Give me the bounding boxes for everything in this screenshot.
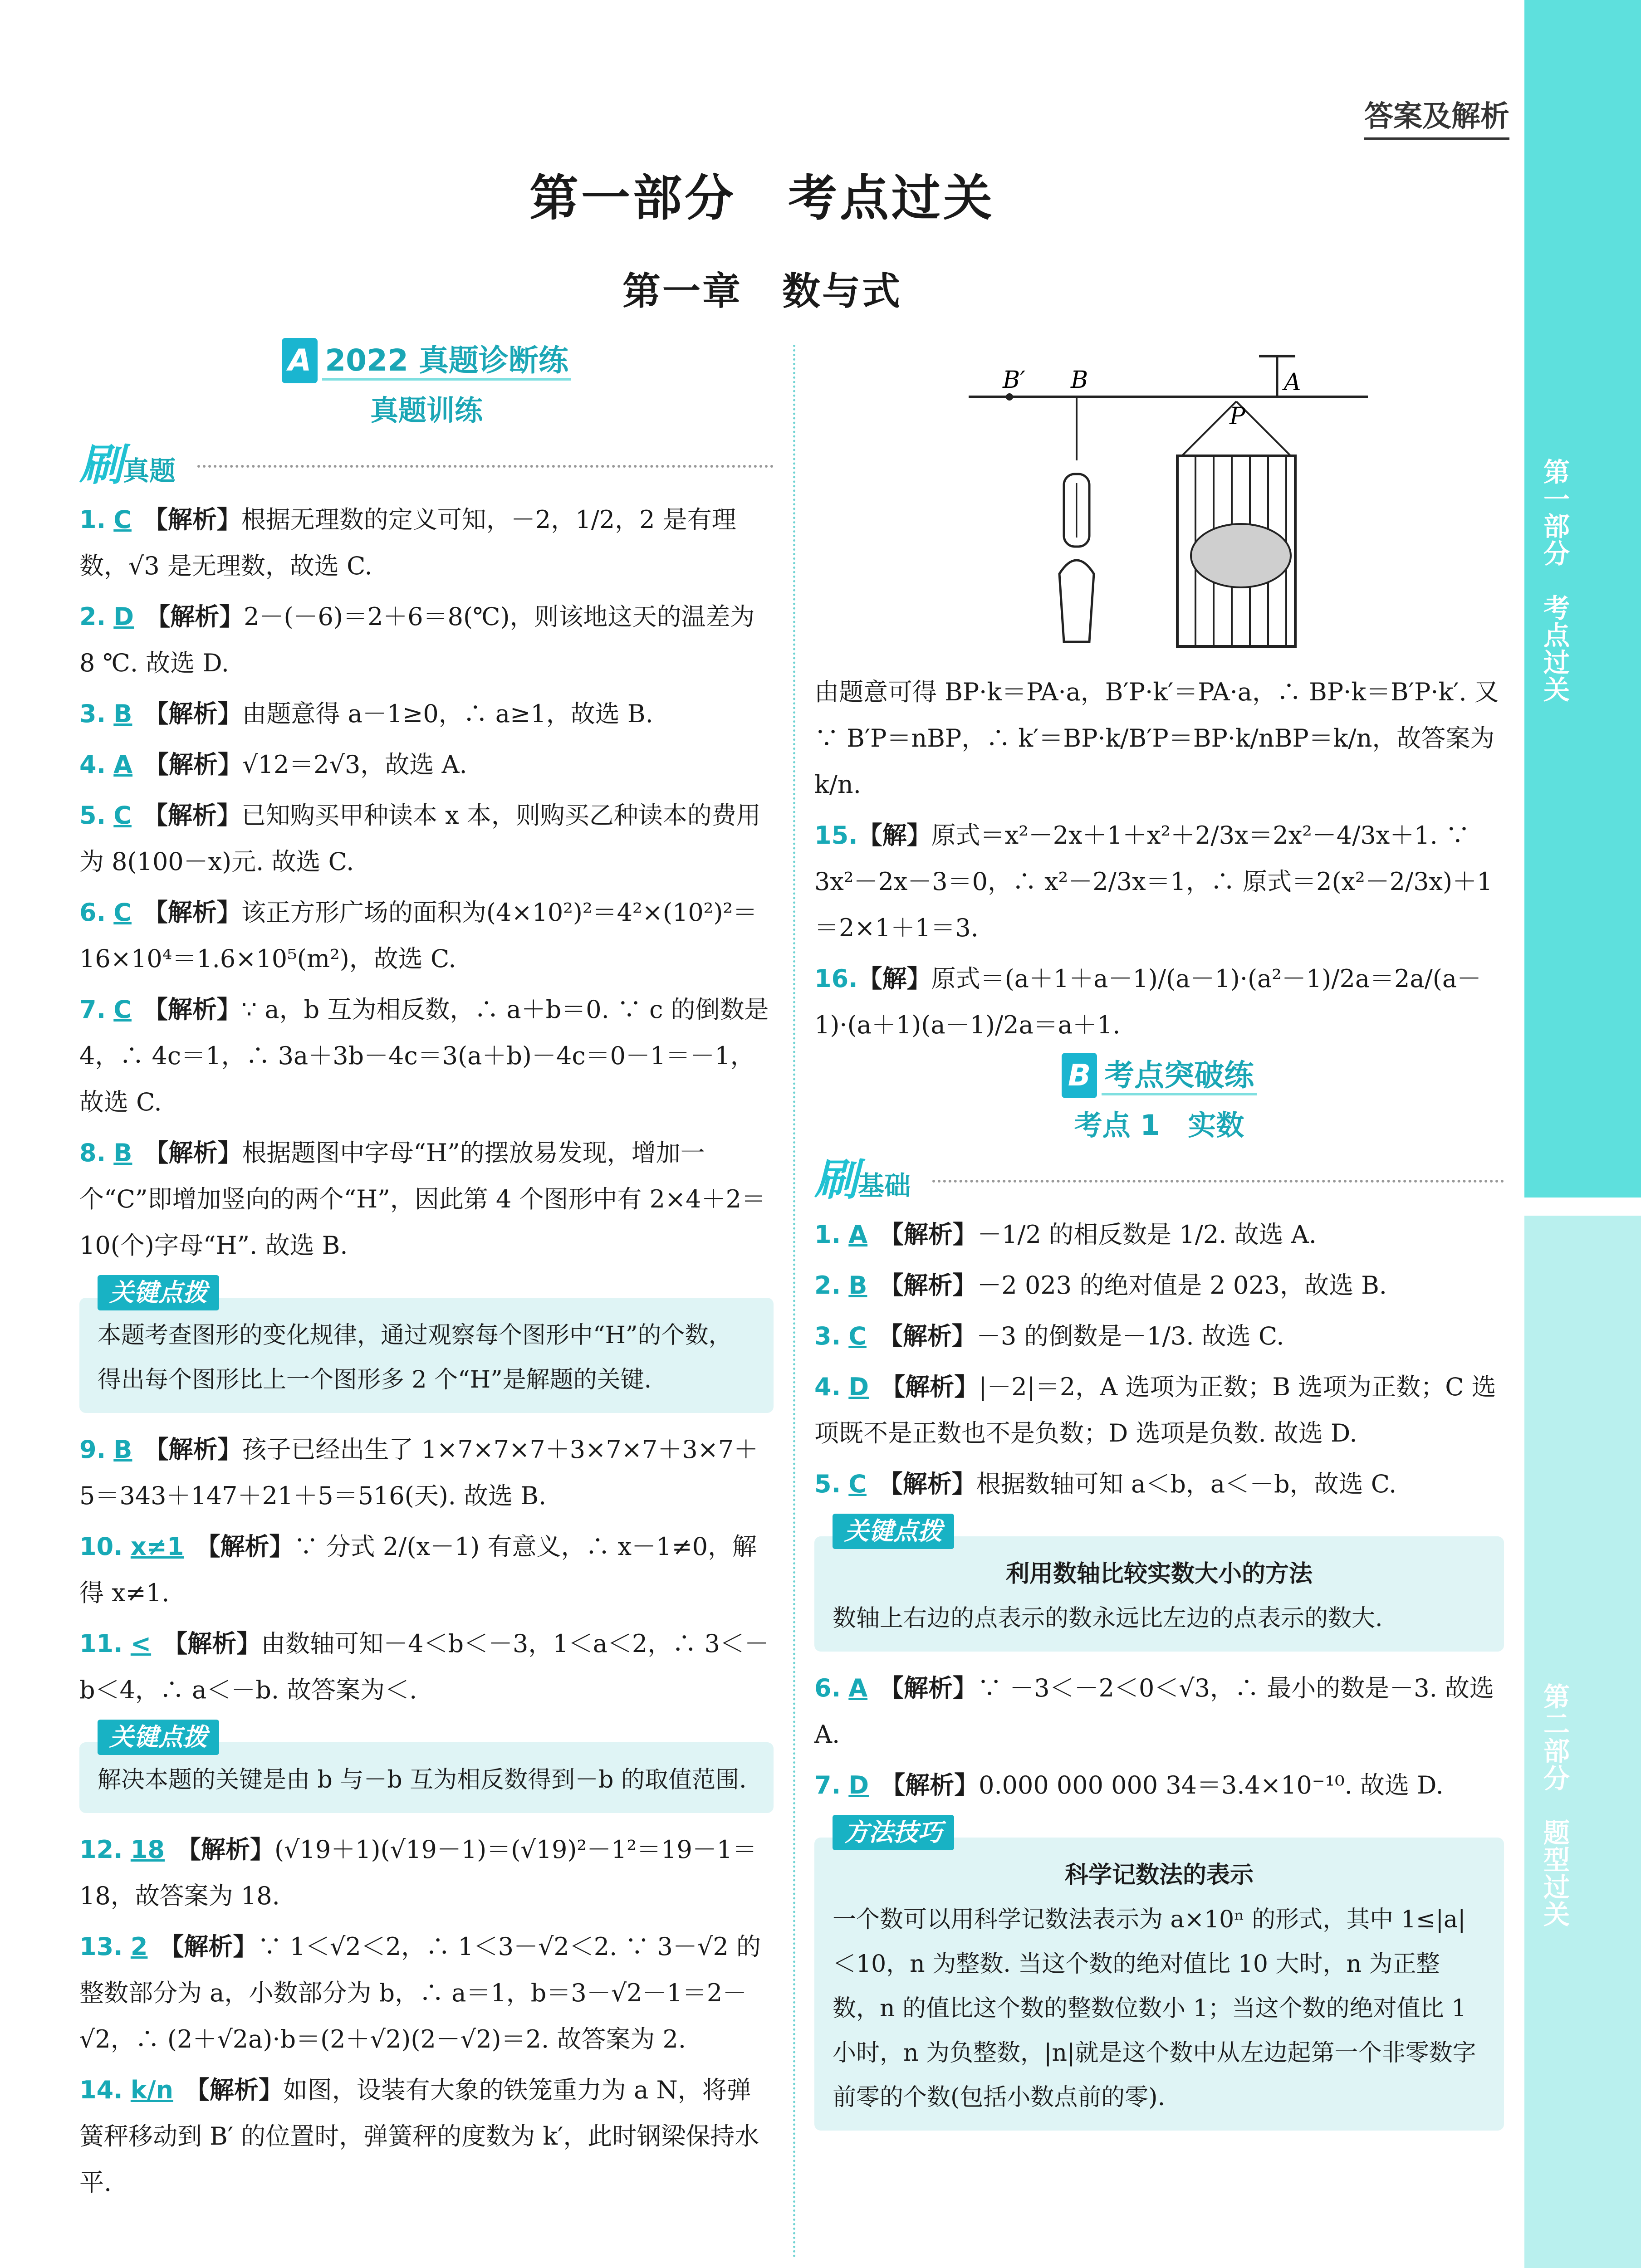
item-answer: 18 bbox=[130, 1835, 165, 1864]
answer-item bbox=[814, 812, 1504, 951]
item-text: 已知购买甲种读本 x 本，则购买乙种读本的费用为 8(100－x)元. 故选 C. bbox=[79, 801, 761, 876]
item-number: 11. bbox=[79, 1629, 123, 1658]
item-tag: 【解析】 bbox=[879, 1674, 978, 1702]
item-number: 4. bbox=[79, 750, 106, 779]
brush-label: 真题 bbox=[123, 455, 176, 486]
label-b-prime: B′ bbox=[1003, 367, 1026, 394]
answer-item bbox=[79, 1924, 774, 2063]
item-tag: 【解析】 bbox=[144, 1435, 242, 1464]
item-answer: C bbox=[113, 801, 132, 830]
item-answer: C bbox=[848, 1322, 867, 1350]
item-text: (√19＋1)(√19－1)＝(√19)²－1²＝19－1＝18，故答案为 18. bbox=[79, 1835, 757, 1910]
answer-item bbox=[79, 1427, 774, 1519]
item-text: 0.000 000 000 34＝3.4×10⁻¹⁰. 故选 D. bbox=[979, 1771, 1444, 1799]
item-tag: 【解析】 bbox=[144, 699, 242, 728]
item-text: －2 023 的绝对值是 2 023，故选 B. bbox=[977, 1271, 1387, 1300]
answer-item bbox=[79, 792, 774, 885]
item-number: 12. bbox=[79, 1835, 123, 1864]
continued-text: 由题意可得 BP·k＝PA·a，B′P·k′＝PA·a，∴ BP·k＝B′P·k′. 又∵ B′P＝nBP，∴ k′＝BP·k/B′P＝BP·k/nBP＝k/n，故答案为 k/n. bbox=[814, 678, 1499, 799]
method-box bbox=[814, 1818, 1504, 2131]
section-heading-a bbox=[79, 338, 774, 383]
answer-item bbox=[814, 1665, 1504, 1758]
item-tag: 【解析】 bbox=[196, 1532, 294, 1561]
item-answer: A bbox=[848, 1674, 868, 1702]
elephant-shape bbox=[1191, 524, 1291, 587]
answer-item bbox=[814, 956, 1504, 1048]
item-answer: B bbox=[113, 1435, 132, 1464]
item-text: 由题意得 a－1≥0，∴ a≥1，故选 B. bbox=[242, 699, 653, 728]
answer-item bbox=[79, 742, 774, 788]
brush-label: 基础 bbox=[858, 1170, 911, 1201]
item-answer: x≠1 bbox=[130, 1532, 184, 1561]
dotted-rule bbox=[932, 1180, 1504, 1183]
point-b-prime bbox=[1006, 393, 1013, 401]
side-tab-part-two-label: 第二部分 题型过关 bbox=[1539, 1683, 1570, 1928]
item-tag: 【解析】 bbox=[143, 898, 241, 927]
item-tag: 【解析】 bbox=[146, 602, 244, 631]
method-title: 科学记数法的表示 bbox=[1064, 1862, 1254, 1889]
answer-item bbox=[79, 497, 774, 589]
brush-heading bbox=[814, 1153, 1504, 1207]
item-text: ∵ －3＜－2＜0＜√3，∴ 最小的数是－3. 故选 A. bbox=[814, 1674, 1494, 1749]
item-tag: 【解析】 bbox=[144, 750, 243, 779]
item-number: 1. bbox=[79, 505, 106, 534]
tip-box bbox=[79, 1723, 774, 1813]
item-number: 6. bbox=[79, 898, 106, 927]
item-tag: 【解析】 bbox=[879, 1271, 977, 1300]
item-tag: 【解析】 bbox=[159, 1932, 258, 1961]
item-answer: A bbox=[848, 1220, 868, 1249]
item-answer: A bbox=[113, 750, 133, 779]
answer-list-3 bbox=[79, 1827, 774, 2206]
item-number: 6. bbox=[814, 1674, 841, 1702]
item-number: 4. bbox=[814, 1373, 841, 1401]
chapter-title: 第一章 数与式 bbox=[622, 269, 902, 313]
answer-item bbox=[79, 1827, 774, 1919]
item-answer: 2 bbox=[130, 1932, 148, 1961]
item-text: ∵ 1＜√2＜2，∴ 1＜3－√2＜2. ∵ 3－√2 的整数部分为 a，小数部分为 b，∴ a＝1，b＝3－√2－1＝2－√2，∴ (2＋√2a)·b＝(2＋√2)(2－√2)＝2. 故答案为 2. bbox=[79, 1932, 761, 2053]
dotted-rule bbox=[197, 465, 774, 468]
answer-item bbox=[814, 1364, 1504, 1457]
item-tag: 【解析】 bbox=[144, 1139, 242, 1167]
lever-diagram bbox=[814, 338, 1504, 665]
tip-label: 关键点拨 bbox=[98, 1720, 219, 1755]
hand-shape bbox=[1059, 560, 1094, 642]
item-text: －3 的倒数是－1/3. 故选 C. bbox=[976, 1322, 1284, 1350]
item-tag: 【解析】 bbox=[879, 1220, 978, 1249]
label-p: P bbox=[1230, 403, 1245, 430]
answer-item bbox=[814, 1262, 1504, 1309]
answer-list-1 bbox=[79, 497, 774, 1269]
item-number: 16. bbox=[814, 964, 858, 993]
label-b: B bbox=[1071, 367, 1088, 394]
section-badge: A bbox=[282, 338, 318, 383]
brush-icon: 刷 bbox=[79, 440, 123, 490]
answer-item bbox=[814, 1762, 1504, 1809]
answer-item bbox=[79, 1524, 774, 1616]
item-tag: 【解】 bbox=[857, 964, 931, 993]
item-number: 14. bbox=[79, 2076, 123, 2104]
item-answer: D bbox=[848, 1771, 869, 1799]
item-tag: 【解析】 bbox=[881, 1373, 979, 1401]
lever-figure bbox=[814, 338, 1504, 665]
item-answer: B bbox=[848, 1271, 867, 1300]
side-tab-part-one-label: 第一部分 考点过关 bbox=[1539, 458, 1570, 703]
item-text: 孩子已经出生了 1×7×7×7＋3×7×7＋3×7＋5＝343＋147＋21＋5＝516(天). 故选 B. bbox=[79, 1435, 759, 1510]
item-text: √12＝2√3，故选 A. bbox=[242, 750, 467, 779]
item-answer: C bbox=[113, 505, 132, 534]
item-tag: 【解析】 bbox=[143, 801, 241, 830]
item-number: 2. bbox=[79, 602, 106, 631]
tip-text: 本题考查图形的变化规律，通过观察每个图形中“H”的个数，得出每个图形比上一个图形多 2 个“H”是解题的关键. bbox=[98, 1322, 732, 1393]
answer-list-6 bbox=[814, 1665, 1504, 1809]
answer-item bbox=[79, 1621, 774, 1713]
answer-item bbox=[79, 1130, 774, 1269]
section-title: 考点突破练 bbox=[1102, 1058, 1257, 1095]
answer-item bbox=[814, 1461, 1504, 1507]
item-answer: C bbox=[113, 995, 132, 1024]
header-label: 答案及解析 bbox=[1364, 93, 1509, 140]
item-tag: 【解析】 bbox=[176, 1835, 274, 1864]
item-answer: C bbox=[113, 898, 132, 927]
item-tag: 【解析】 bbox=[878, 1322, 976, 1350]
item-answer: < bbox=[130, 1629, 152, 1658]
item-tag: 【解析】 bbox=[881, 1771, 979, 1799]
item-number: 9. bbox=[79, 1435, 106, 1464]
section-title: 2022 真题诊断练 bbox=[322, 343, 571, 381]
right-column bbox=[814, 338, 1504, 2144]
answer-item bbox=[79, 987, 774, 1125]
item-tag: 【解析】 bbox=[143, 505, 241, 534]
item-text: 根据无理数的定义可知，－2，1/2，2 是有理数，√3 是无理数，故选 C. bbox=[79, 505, 736, 580]
tip-text: 解决本题的关键是由 b 与－b 互为相反数得到－b 的取值范围. bbox=[98, 1766, 747, 1794]
item-number: 2. bbox=[814, 1271, 841, 1300]
item-text: 根据题图中字母“H”的摆放易发现，增加一个“C”即增加竖向的两个“H”，因此第 4 个图形中有 2×4＋2＝10(个)字母“H”. 故选 B. bbox=[79, 1139, 766, 1260]
item-number: 15. bbox=[814, 821, 858, 850]
item-number: 1. bbox=[814, 1220, 841, 1249]
tip-box bbox=[79, 1278, 774, 1413]
item-tag: 【解析】 bbox=[185, 2076, 283, 2104]
item-number: 10. bbox=[79, 1532, 123, 1561]
item-tag: 【解析】 bbox=[143, 995, 241, 1024]
tip-title: 利用数轴比较实数大小的方法 bbox=[1005, 1560, 1313, 1588]
answer-item bbox=[79, 2067, 774, 2206]
tip-box bbox=[814, 1517, 1504, 1652]
answer-item bbox=[814, 1313, 1504, 1359]
part-title: 第一部分 考点过关 bbox=[529, 170, 995, 227]
item-number: 3. bbox=[814, 1322, 841, 1350]
subsection-title: 真题训练 bbox=[370, 394, 483, 427]
item-number: 5. bbox=[814, 1470, 841, 1498]
item-answer: D bbox=[113, 602, 134, 631]
answer-item bbox=[814, 1212, 1504, 1258]
tip-text: 数轴上右边的点表示的数永远比左边的点表示的数大. bbox=[833, 1605, 1383, 1632]
item-text: 如图，设装有大象的铁笼重力为 a N，将弹簧秤移动到 B′ 的位置时，弹簧秤的度数为 k′，此时钢梁保持水平. bbox=[79, 2076, 759, 2197]
item-text: 原式＝(a＋1＋a－1)/(a－1)·(a²－1)/2a＝2a/(a－1)·(a＋1)(a－1)/2a＝a＋1. bbox=[814, 964, 1482, 1039]
item-tag: 【解析】 bbox=[878, 1470, 976, 1498]
section-badge: B bbox=[1062, 1053, 1097, 1098]
section-heading-b bbox=[814, 1053, 1504, 1098]
subsection-title: 考点 1 实数 bbox=[1074, 1109, 1244, 1142]
method-label: 方法技巧 bbox=[833, 1815, 954, 1850]
item-text: 2－(－6)＝2＋6＝8(℃)，则该地这天的温差为 8 ℃. 故选 D. bbox=[79, 602, 755, 677]
answer-list-2 bbox=[79, 1427, 774, 1713]
tip-label: 关键点拨 bbox=[833, 1514, 954, 1549]
answer-list-5 bbox=[814, 1212, 1504, 1507]
answer-list-4 bbox=[814, 812, 1504, 1048]
cage-rope-left bbox=[1182, 401, 1236, 456]
item-text: 原式＝x²－2x＋1＋x²＋2/3x＝2x²－4/3x＋1. ∵ 3x²－2x－3＝0，∴ x²－2/3x＝1，∴ 原式＝2(x²－2/3x)＋1＝2×1＋1＝3. bbox=[814, 821, 1493, 942]
tip-label: 关键点拨 bbox=[98, 1275, 219, 1310]
item-tag: 【解析】 bbox=[163, 1629, 261, 1658]
item-number: 5. bbox=[79, 801, 106, 830]
item-text: ∵ a，b 互为相反数，∴ a＋b＝0. ∵ c 的倒数是 4，∴ 4c＝1，∴ 3a＋3b－4c＝3(a＋b)－4c＝0－1＝－1，故选 C. bbox=[79, 995, 769, 1116]
answer-item bbox=[79, 890, 774, 982]
item-answer: C bbox=[848, 1470, 867, 1498]
item-tag: 【解】 bbox=[857, 821, 931, 850]
item-text: |－2|＝2，A 选项为正数；B 选项为正数；C 选项既不是正数也不是负数；D 选项是负数. 故选 D. bbox=[814, 1373, 1496, 1447]
item-text: 由数轴可知－4＜b＜－3，1＜a＜2，∴ 3＜－b＜4，∴ a＜－b. 故答案为＜. bbox=[79, 1629, 769, 1704]
item-answer: B bbox=[113, 699, 132, 728]
answer-item bbox=[79, 691, 774, 737]
brush-heading bbox=[79, 438, 774, 492]
brush-icon: 刷 bbox=[814, 1154, 858, 1205]
item-text: 根据数轴可知 a＜b，a＜－b，故选 C. bbox=[976, 1470, 1397, 1498]
method-text: 一个数可以用科学记数法表示为 a×10ⁿ 的形式，其中 1≤|a|＜10，n 为整数. 当这个数的绝对值比 10 大时，n 为正整数，n 的值比这个数的整数位数小 1；当这个数的绝对值比 1 小时，n 为负整数，|n|就是这个数中从左边起第一个非零数字前零的个数(包括小数点前的零). bbox=[833, 1906, 1476, 2111]
item-text: ∵ 分式 2/(x－1) 有意义，∴ x－1≠0，解得 x≠1. bbox=[79, 1532, 757, 1607]
item-number: 3. bbox=[79, 699, 106, 728]
item-answer: B bbox=[113, 1139, 132, 1167]
item-number: 7. bbox=[79, 995, 106, 1024]
item-number: 8. bbox=[79, 1139, 106, 1167]
item-number: 7. bbox=[814, 1771, 841, 1799]
column-divider bbox=[793, 345, 795, 2259]
item-answer: D bbox=[848, 1373, 869, 1401]
item-number: 13. bbox=[79, 1932, 123, 1961]
left-column bbox=[79, 338, 774, 2210]
item-answer: k/n bbox=[130, 2076, 173, 2104]
item-text: 该正方形广场的面积为(4×10²)²＝4²×(10²)²＝16×10⁴＝1.6×10⁵(m²)，故选 C. bbox=[79, 898, 758, 973]
item-text: －1/2 的相反数是 1/2. 故选 A. bbox=[977, 1220, 1317, 1249]
answer-item bbox=[79, 594, 774, 686]
label-a: A bbox=[1284, 369, 1301, 396]
